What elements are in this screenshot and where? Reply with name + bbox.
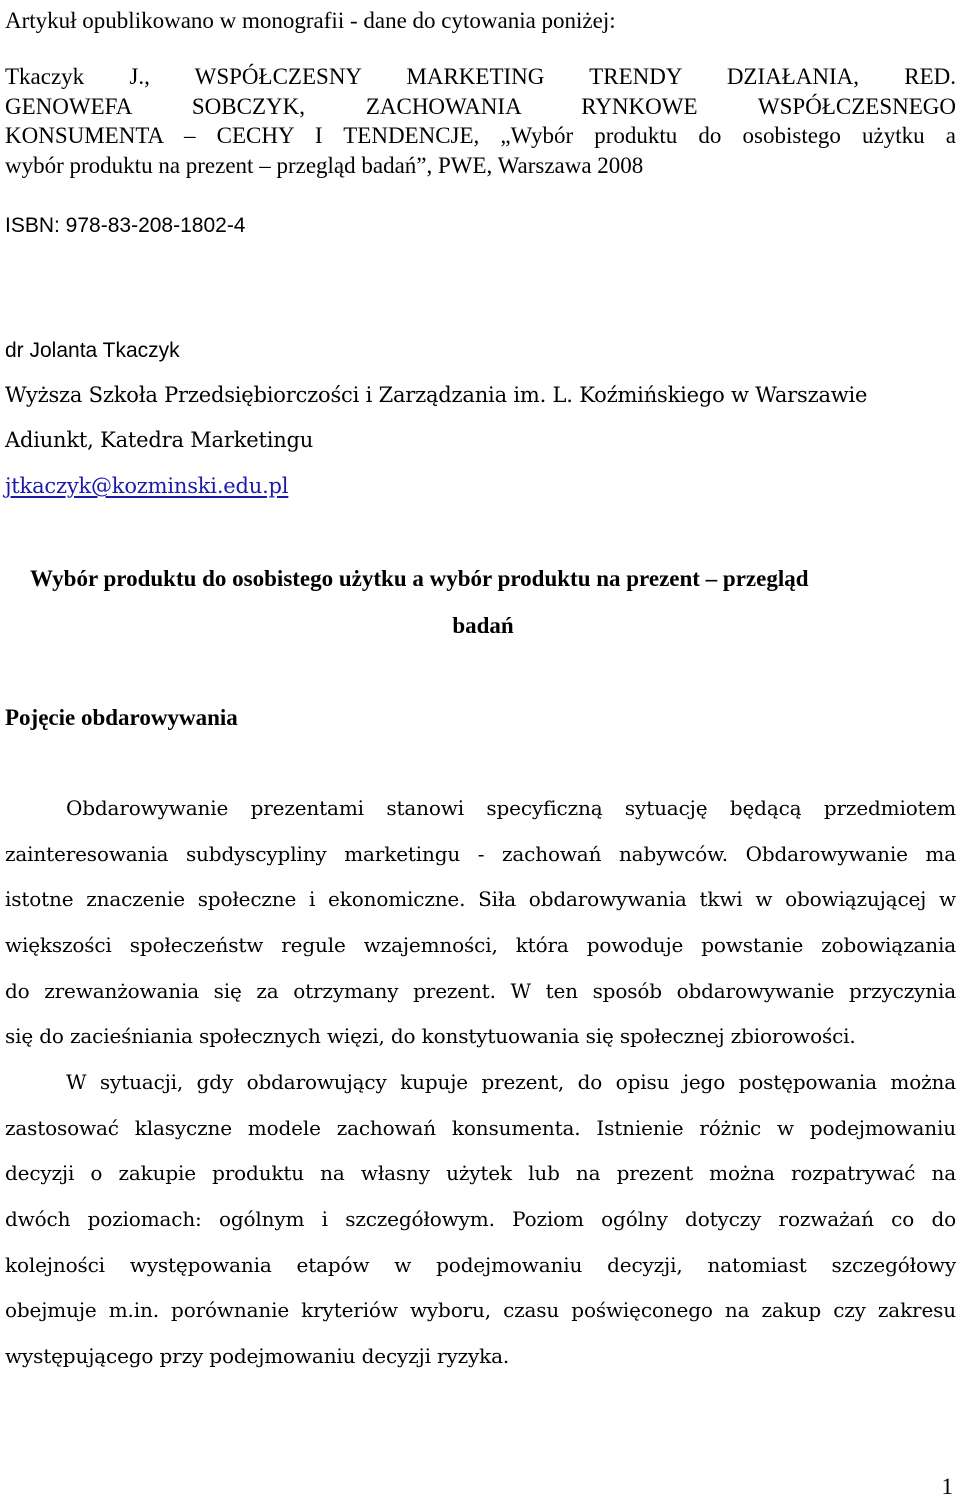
paragraph-line: się do zacieśniania społecznych więzi, do konstytuowania się społecznej zbiorowości. (5, 1024, 856, 1048)
paragraph-line: dwóch poziomach: ogólnym i szczegółowym. Poziom ogólny dotyczy rozważań co do (5, 1207, 956, 1231)
citation-reference-line: GENOWEFA SOBCZYK, ZACHOWANIA RYNKOWE WSPÓŁCZESNEGO (5, 94, 956, 119)
paragraph-line: W sytuacji, gdy obdarowujący kupuje prezent, do opisu jego postępowania można (66, 1070, 956, 1094)
paragraph-line: kolejności występowania etapów w podejmowaniu decyzji, natomiast szczegółowy (5, 1253, 956, 1277)
citation-reference-line: KONSUMENTA – CECHY I TENDENCJE, „Wybór produktu do osobistego użytku a (5, 123, 956, 148)
paragraph-line: zastosować klasyczne modele zachowań konsumenta. Istnienie różnic w podejmowaniu (5, 1116, 956, 1140)
author-email[interactable] (5, 473, 956, 500)
paragraph-line: obejmuje m.in. porównanie kryteriów wyboru, czasu poświęconego na zakup czy zakresu (5, 1298, 956, 1322)
citation-intro: Artykuł opublikowano w monografii - dane do cytowania poniżej: (5, 8, 616, 33)
paragraph-line: zainteresowania subdyscypliny marketingu - zachowań nabywców. Obdarowywanie ma (5, 842, 956, 866)
email-link[interactable]: jtkaczyk@kozminski.edu.pl (5, 474, 289, 498)
citation-reference-line: wybór produktu na prezent – przegląd badań”, PWE, Warszawa 2008 (5, 153, 644, 178)
paragraph-line: Obdarowywanie prezentami stanowi specyficzną sytuację będącą przedmiotem (66, 796, 956, 820)
citation-reference-line: Tkaczyk J., WSPÓŁCZESNY MARKETING TRENDY DZIAŁANIA, RED. (5, 64, 956, 89)
page-number: 1 (941, 1474, 953, 1499)
paragraph-line: do zrewanżowania się za otrzymany prezent. W ten sposób obdarowywanie przyczynia (5, 979, 956, 1003)
paragraph-line: większości społeczeństw regule wzajemności, która powoduje powstanie zobowiązania (5, 933, 956, 957)
paragraph-line: występującego przy podejmowaniu decyzji ryzyka. (5, 1344, 510, 1368)
author-name: dr Jolanta Tkaczyk (5, 339, 180, 362)
paragraph-line: istotne znaczenie społeczne i ekonomiczne. Siła obdarowywania tkwi w obowiązującej w (5, 887, 956, 911)
article-title-line: badań (452, 613, 514, 638)
author-position: Adiunkt, Katedra Marketingu (5, 428, 314, 452)
paragraph-line: decyzji o zakupie produktu na własny użytek lub na prezent można rozpatrywać na (5, 1161, 956, 1185)
author-institution: Wyższa Szkoła Przedsiębiorczości i Zarządzania im. L. Koźmińskiego w Warszawie (5, 383, 868, 407)
isbn: ISBN: 978-83-208-1802-4 (5, 214, 246, 237)
article-title-line: Wybór produktu do osobistego użytku a wybór produktu na prezent – przegląd (30, 566, 809, 591)
section-heading: Pojęcie obdarowywania (5, 705, 238, 730)
